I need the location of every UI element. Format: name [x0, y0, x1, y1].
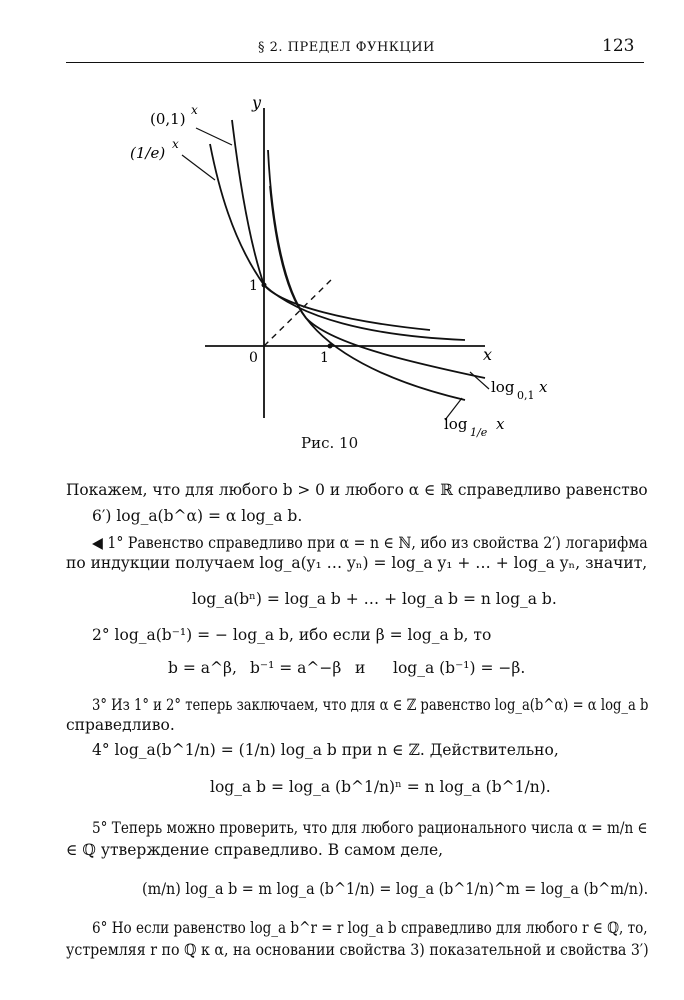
- step4-formula: log_a b = log_a (b^1/n)ⁿ = n log_a (b^1/n).: [210, 778, 551, 796]
- label-exp-e: (1/e): [130, 144, 166, 162]
- x-axis-label: x: [483, 345, 493, 364]
- label-exp-01: (0,1): [150, 110, 186, 128]
- step3-line1: 3° Из 1° и 2° теперь заключаем, что для α ∈ ℤ равенство log_a(b^α) = α log_a b: [92, 696, 649, 714]
- label-log-01-sub: 0,1: [517, 389, 535, 402]
- figure-caption: Рис. 10: [301, 434, 359, 452]
- label-exp-01-sup: x: [191, 103, 198, 117]
- property-6: 6′) log_a(b^α) = α log_a b.: [92, 507, 303, 525]
- header-rule: [66, 62, 644, 63]
- curve-log-01: [270, 186, 485, 378]
- step3-line2: справедливо.: [66, 716, 175, 734]
- intro-paragraph: Покажем, что для любого b > 0 и любого α ∈ ℝ справедливо равенство: [66, 481, 648, 499]
- step5-line2: ∈ ℚ утверждение справедливо. В самом деле,: [66, 841, 444, 859]
- leader-exp-01: [196, 128, 232, 145]
- step2-formula-c: log_a (b⁻¹) = −β.: [393, 659, 526, 677]
- step2-line: 2° log_a(b⁻¹) = − log_a b, ибо если β = log_a b, то: [92, 626, 492, 644]
- step2-formula-a: b = a^β,: [168, 659, 237, 677]
- step5-formula: (m/n) log_a b = m log_a (b^1/n) = log_a (b^1/n)^m = log_a (b^m/n).: [142, 880, 649, 898]
- x-tick-one: 1: [320, 350, 329, 366]
- label-log-e-sub: 1/e: [470, 426, 488, 439]
- point-1-0: [328, 344, 333, 349]
- step2-and: и: [355, 659, 366, 677]
- label-log-e-var: x: [496, 415, 505, 433]
- curve-log-1e: [268, 150, 465, 400]
- label-exp-e-sup: x: [172, 137, 179, 151]
- label-log-e: log: [444, 415, 468, 433]
- leader-exp-1e: [182, 155, 215, 180]
- label-log-01-var: x: [539, 378, 548, 396]
- running-header: § 2. ПРЕДЕЛ ФУНКЦИИ: [258, 40, 435, 55]
- point-0-1: [262, 283, 267, 288]
- origin-label: 0: [249, 350, 258, 366]
- step1-line1: ◀ 1° Равенство справедливо при α = n ∈ ℕ, ибо из свойства 2′) логарифма: [92, 534, 648, 552]
- y-axis-label: y: [252, 93, 262, 112]
- step5-line1: 5° Теперь можно проверить, что для любого рационального числа α = m/n ∈: [92, 819, 648, 837]
- figure-10: [100, 85, 548, 440]
- step6-line1: 6° Но если равенство log_a b^r = r log_a b справедливо для любого r ∈ ℚ, то,: [92, 919, 648, 937]
- curve-exp-1e: [210, 144, 465, 340]
- curve-exp-01: [232, 120, 430, 330]
- step1-line2: по индукции получаем log_a(y₁ … yₙ) = log_a y₁ + … + log_a yₙ, значит,: [66, 554, 648, 572]
- step6-line2: устремляя r по ℚ к α, на основании свойства 3) показательной и свойства 3′): [66, 941, 649, 959]
- label-log-01: log: [491, 378, 515, 396]
- y-tick-one: 1: [249, 278, 258, 294]
- leader-log-01: [470, 372, 489, 389]
- page-number: 123: [602, 36, 635, 56]
- step4-line: 4° log_a(b^1/n) = (1/n) log_a b при n ∈ ℤ. Действительно,: [92, 741, 559, 759]
- step1-formula: log_a(bⁿ) = log_a b + … + log_a b = n log_a b.: [192, 590, 557, 608]
- step2-formula-b: b⁻¹ = a^−β: [250, 659, 342, 677]
